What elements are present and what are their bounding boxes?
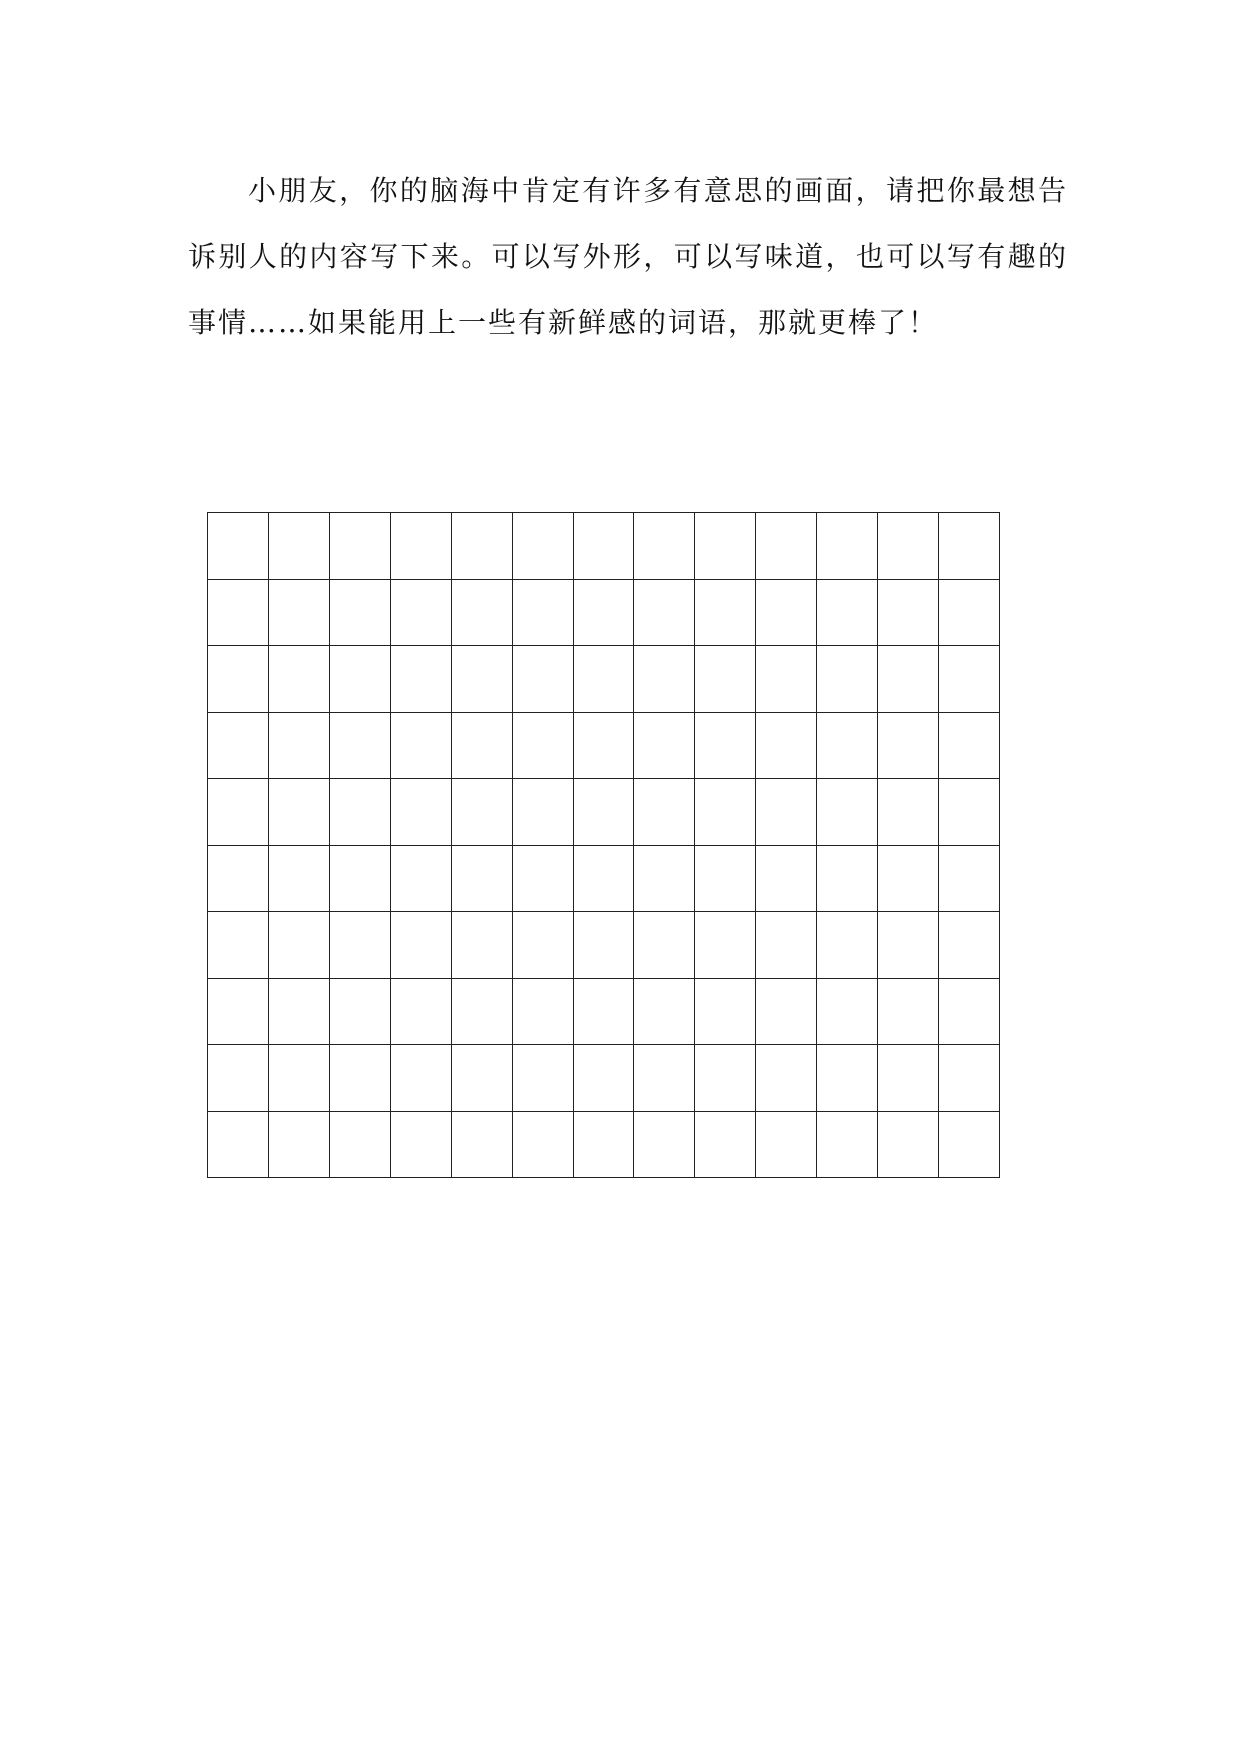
grid-cell <box>391 513 452 580</box>
grid-cell <box>574 1045 635 1112</box>
grid-cell <box>574 912 635 979</box>
grid-cell <box>695 846 756 913</box>
grid-cell <box>208 846 269 913</box>
grid-cell <box>330 1112 391 1179</box>
grid-cell <box>452 580 513 647</box>
grid-cell <box>574 1112 635 1179</box>
grid-cell <box>634 713 695 780</box>
grid-cell <box>817 1112 878 1179</box>
grid-cell <box>878 580 939 647</box>
grid-cell <box>634 779 695 846</box>
grid-cell <box>756 1112 817 1179</box>
grid-cell <box>574 713 635 780</box>
grid-cell <box>756 912 817 979</box>
grid-cell <box>817 513 878 580</box>
grid-cell <box>939 580 1000 647</box>
grid-cell <box>939 779 1000 846</box>
grid-cell <box>878 513 939 580</box>
grid-cell <box>634 1112 695 1179</box>
grid-cell <box>269 513 330 580</box>
grid-cell <box>330 646 391 713</box>
grid-cell <box>756 713 817 780</box>
grid-cell <box>269 580 330 647</box>
grid-cell <box>269 779 330 846</box>
grid-cell <box>391 979 452 1046</box>
grid-cell <box>634 580 695 647</box>
grid-cell <box>452 713 513 780</box>
grid-cell <box>878 713 939 780</box>
grid-cell <box>452 846 513 913</box>
grid-cell <box>878 979 939 1046</box>
grid-cell <box>208 513 269 580</box>
grid-cell <box>574 979 635 1046</box>
grid-cell <box>330 912 391 979</box>
grid-cell <box>817 846 878 913</box>
grid-cell <box>452 912 513 979</box>
grid-cell <box>634 513 695 580</box>
grid-cell <box>756 779 817 846</box>
grid-cell <box>208 713 269 780</box>
grid-cell <box>939 979 1000 1046</box>
grid-cell <box>208 912 269 979</box>
grid-cell <box>939 912 1000 979</box>
grid-cell <box>208 1045 269 1112</box>
grid-cell <box>756 979 817 1046</box>
grid-cell <box>695 713 756 780</box>
grid-cell <box>817 646 878 713</box>
grid-cell <box>574 846 635 913</box>
grid-cell <box>513 979 574 1046</box>
grid-cell <box>269 1112 330 1179</box>
grid-cell <box>634 912 695 979</box>
grid-cell <box>330 513 391 580</box>
grid-cell <box>634 646 695 713</box>
writing-grid <box>207 512 1000 1178</box>
grid-cell <box>391 779 452 846</box>
grid-cell <box>513 646 574 713</box>
grid-cell <box>939 1045 1000 1112</box>
grid-cell <box>269 846 330 913</box>
grid-cell <box>452 779 513 846</box>
grid-cell <box>330 1045 391 1112</box>
grid-cell <box>695 779 756 846</box>
grid-cell <box>513 713 574 780</box>
grid-cell <box>695 979 756 1046</box>
grid-cell <box>513 846 574 913</box>
grid-cell <box>208 979 269 1046</box>
grid-cell <box>391 713 452 780</box>
grid-cell <box>452 513 513 580</box>
grid-cell <box>695 580 756 647</box>
grid-cell <box>695 1112 756 1179</box>
grid-cell <box>939 713 1000 780</box>
grid-cell <box>634 846 695 913</box>
grid-cell <box>208 646 269 713</box>
grid-cell <box>574 779 635 846</box>
grid-cell <box>452 1045 513 1112</box>
grid-cell <box>391 1112 452 1179</box>
grid-cell <box>634 1045 695 1112</box>
grid-cell <box>756 646 817 713</box>
grid-cell <box>817 713 878 780</box>
grid-cell <box>269 1045 330 1112</box>
grid-cell <box>269 713 330 780</box>
grid-cell <box>817 912 878 979</box>
grid-cell <box>695 912 756 979</box>
grid-cell <box>269 979 330 1046</box>
grid-cell <box>269 912 330 979</box>
grid-cell <box>756 580 817 647</box>
grid-cell <box>695 646 756 713</box>
grid-cell <box>695 513 756 580</box>
grid-cell <box>330 979 391 1046</box>
grid-cell <box>452 1112 513 1179</box>
grid-cell <box>452 646 513 713</box>
grid-cell <box>817 580 878 647</box>
grid-cell <box>634 979 695 1046</box>
grid-cell <box>939 513 1000 580</box>
grid-cell <box>878 646 939 713</box>
grid-cell <box>817 1045 878 1112</box>
grid-cell <box>391 912 452 979</box>
grid-cell <box>939 846 1000 913</box>
grid-cell <box>208 580 269 647</box>
grid-cell <box>939 1112 1000 1179</box>
grid-cell <box>208 1112 269 1179</box>
grid-cell <box>878 846 939 913</box>
grid-cell <box>513 513 574 580</box>
grid-cell <box>513 580 574 647</box>
grid-cell <box>695 1045 756 1112</box>
grid-cell <box>756 513 817 580</box>
grid-cell <box>817 979 878 1046</box>
grid-cell <box>878 1112 939 1179</box>
grid-cell <box>513 1045 574 1112</box>
grid-cell <box>817 779 878 846</box>
grid-cell <box>878 912 939 979</box>
grid-cell <box>208 779 269 846</box>
grid-cell <box>513 779 574 846</box>
grid-cell <box>391 1045 452 1112</box>
grid-cell <box>756 846 817 913</box>
grid-cell <box>452 979 513 1046</box>
grid-cell <box>330 713 391 780</box>
grid-cell <box>391 580 452 647</box>
grid-cell <box>878 779 939 846</box>
grid-cell <box>330 779 391 846</box>
grid-cell <box>574 580 635 647</box>
grid-cell <box>574 646 635 713</box>
grid-cell <box>391 646 452 713</box>
grid-cell <box>330 580 391 647</box>
grid-cell <box>391 846 452 913</box>
grid-cell <box>756 1045 817 1112</box>
writing-prompt: 小朋友，你的脑海中肯定有许多有意思的画面，请把你最想告诉别人的内容写下来。可以写外形，可以写味道，也可以写有趣的事情……如果能用上一些有新鲜感的词语，那就更棒了！ <box>188 174 1068 339</box>
grid-cell <box>878 1045 939 1112</box>
grid-cell <box>513 1112 574 1179</box>
grid-cell <box>330 846 391 913</box>
grid-cell <box>574 513 635 580</box>
grid-cell <box>513 912 574 979</box>
grid-cell <box>939 646 1000 713</box>
grid-cell <box>269 646 330 713</box>
